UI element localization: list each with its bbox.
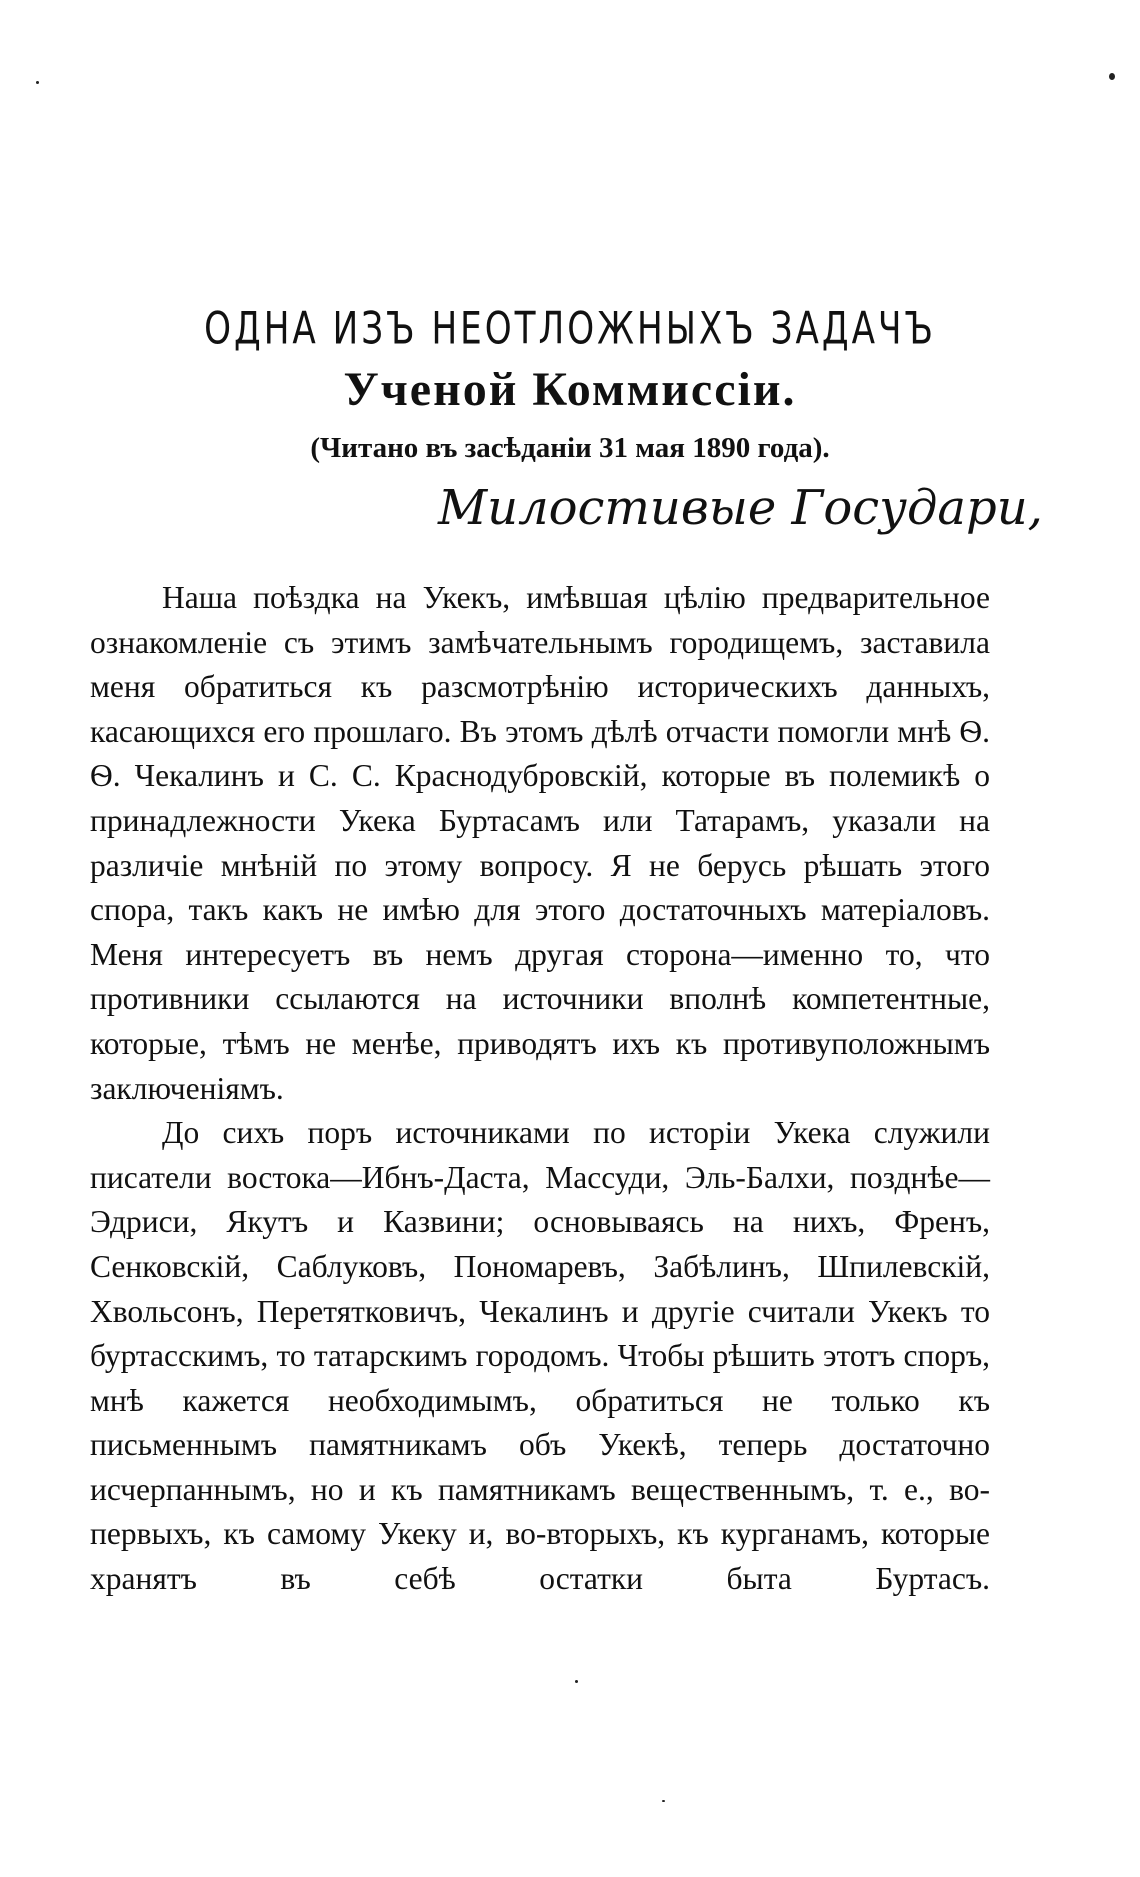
title-line-1: ОДНА ИЗЪ НЕОТЛОЖНЫХЪ ЗАДАЧЪ — [204, 302, 936, 354]
paragraph-2: До сихъ поръ источниками по исторіи Укека служили писатели востока—Ибнъ-Даста, Массуди, Эль-Балхи, позднѣе—Эдриси, Якутъ и Казвини; основываясь на нихъ, Френъ, Сенковскій, Саблуковъ, Пономаревъ, Забѣлинъ, Шпилевскій, Хвольсонъ, Перетятковичъ, Чекалинъ и другіе считали Укекъ то буртасскимъ, то татарскимъ городомъ. Чтобы рѣшить этотъ споръ, мнѣ кажется необходимымъ, обратиться не только къ письменнымъ памятникамъ объ Укекѣ, теперь достаточно исчерпаннымъ, но и къ памятникамъ вещественнымъ, т. е., во-первыхъ, къ самому Укеку и, во-вторыхъ, къ курганамъ, которые хранятъ въ себѣ остатки быта Буртасъ. — [90, 1115, 990, 1597]
print-speck — [1109, 73, 1115, 80]
print-speck — [662, 1800, 665, 1802]
salutation: Милостивые Государи, — [438, 480, 1043, 536]
paragraph-1: Наша поѣздка на Укекъ, имѣвшая цѣлію предварительное ознакомленіе съ этимъ замѣчательнымъ городищемъ, заставила меня обратиться къ разсмотрѣнію историческихъ данныхъ, касающихся его прошлаго. Въ этомъ дѣлѣ отчасти помогли мнѣ Ѳ. Ѳ. Чекалинъ и С. С. Краснодубровскій, которые въ полемикѣ о принадлежности Укека Буртасамъ или Татарамъ, указали на различіе мнѣній по этому вопросу. Я не берусь рѣшать этого спора, такъ какъ не имѣю для этого достаточныхъ матеріаловъ. Меня интересуетъ въ немъ другая сторона—именно то, что противники ссылаются на источники вполнѣ компетентные, которые, тѣмъ не менѣе, приводятъ ихъ къ противуположнымъ заключеніямъ. — [90, 580, 990, 1106]
print-speck — [36, 81, 39, 84]
subtitle: (Читано въ засѣданіи 31 мая 1890 года). — [310, 432, 830, 464]
print-speck — [575, 1680, 578, 1683]
title-line-2: Ученой Коммиссіи. — [343, 363, 797, 416]
body-text — [90, 576, 990, 1602]
